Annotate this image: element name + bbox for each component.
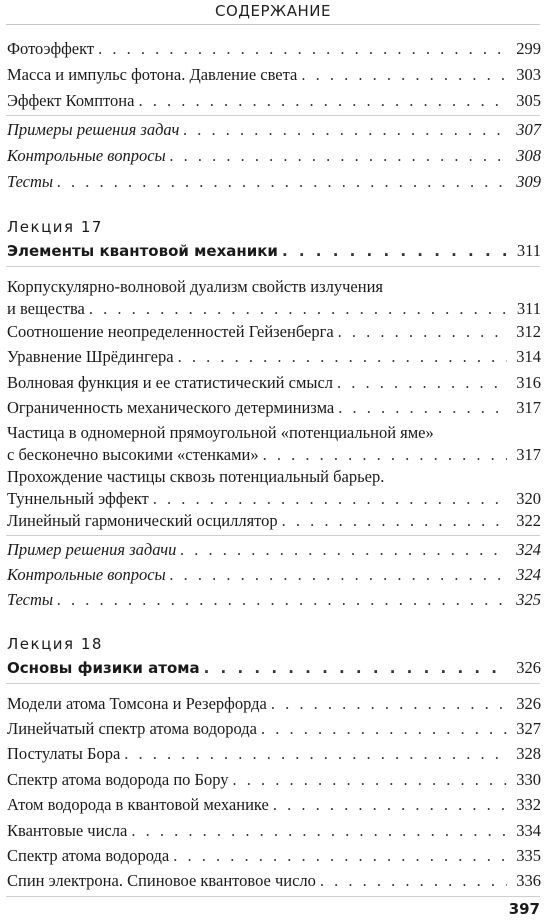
- page-ref: 335: [516, 846, 541, 865]
- divider: [6, 896, 540, 897]
- toc-entry-example[interactable]: Пример решения задачи . . . 324: [7, 539, 541, 561]
- toc-entry-bohr-postulates[interactable]: Постулаты Бора . . . 328: [7, 743, 541, 765]
- toc-entry-photon-mass[interactable]: Масса и импульс фотона. Давление света . . . 303: [7, 64, 541, 86]
- toc-entry-tests[interactable]: Тесты . . . 309: [7, 171, 541, 193]
- divider: [6, 683, 540, 684]
- page-ref: 307: [516, 120, 541, 139]
- toc-entry-quantum-numbers[interactable]: Квантовые числа . . . 334: [7, 820, 541, 842]
- page-ref: 305: [516, 91, 541, 110]
- toc-entry-heisenberg[interactable]: Соотношение неопределенностей Гейзенберга . . . 312: [7, 321, 541, 343]
- toc-entry-electron-spin[interactable]: Спин электрона. Спиновое квантовое число . . . 336: [7, 870, 541, 892]
- page-number: 397: [508, 900, 540, 918]
- toc-entry-oscillator[interactable]: Линейный гармонический осциллятор . . . 322: [7, 510, 541, 532]
- page-ref: 326: [516, 694, 541, 713]
- page-ref: 330: [516, 770, 541, 789]
- toc-entry-wave-particle[interactable]: Корпускулярно-волновой дуализм свойств излучения и вещества . . . 311: [7, 276, 541, 320]
- toc-chapter-lecture-17[interactable]: Элементы квантовой механики . . . 311: [7, 240, 541, 262]
- page-ref: 320: [516, 489, 541, 508]
- running-header: СОДЕРЖАНИЕ: [215, 2, 331, 20]
- toc-entry-line-spectrum[interactable]: Линейчатый спектр атома водорода . . . 327: [7, 718, 541, 740]
- page-ref: 327: [516, 719, 541, 738]
- toc-entry-examples[interactable]: Примеры решения задач . . . 307: [7, 119, 541, 141]
- toc-entry-tests-17[interactable]: Тесты . . . 325: [7, 589, 541, 611]
- page-ref: 311: [516, 241, 541, 260]
- page-ref: 334: [516, 821, 541, 840]
- divider: [6, 266, 540, 267]
- toc-entry-wave-function[interactable]: Волновая функция и ее статистический смысл . . . 316: [7, 372, 541, 394]
- page-ref: 328: [516, 744, 541, 763]
- toc-entry-schrodinger[interactable]: Уравнение Шрёдингера . . . 314: [7, 346, 541, 368]
- divider: [6, 115, 540, 116]
- toc-chapter-lecture-18[interactable]: Основы физики атома . . . 326: [7, 657, 541, 679]
- page-ref: 332: [516, 795, 541, 814]
- toc-entry-questions[interactable]: Контрольные вопросы . . . 308: [7, 145, 541, 167]
- page-ref: 326: [516, 658, 541, 677]
- lecture-17-label: Лекция 17: [7, 218, 103, 236]
- toc-entry-hydrogen-qm[interactable]: Атом водорода в квантовой механике . . . 332: [7, 794, 541, 816]
- page-ref: 308: [516, 146, 541, 165]
- page-ref: 299: [516, 39, 541, 58]
- page-ref: 316: [516, 373, 541, 392]
- page-ref: 314: [516, 347, 541, 366]
- toc-entry-questions-17[interactable]: Контрольные вопросы . . . 324: [7, 564, 541, 586]
- page-ref: 325: [516, 590, 541, 609]
- toc-entry-hydrogen-spectrum[interactable]: Спектр атома водорода . . . 335: [7, 845, 541, 867]
- page-ref: 303: [516, 65, 541, 84]
- page-ref: 317: [516, 398, 541, 417]
- toc-entry-potential-well[interactable]: Частица в одномерной прямоугольной «потенциальной яме» с бесконечно высокими «стенками» . . . 317: [7, 422, 541, 466]
- toc-entry-determinism[interactable]: Ограниченность механического детерминизма . . . 317: [7, 397, 541, 419]
- page-ref: 324: [516, 540, 541, 559]
- page-ref: 336: [516, 871, 541, 890]
- page-ref: 312: [516, 322, 541, 341]
- toc-entry-photoeffect[interactable]: Фотоэффект . . . 299: [7, 38, 541, 60]
- page-ref: 311: [516, 299, 541, 318]
- header-rule: [6, 24, 540, 25]
- page-ref: 324: [516, 565, 541, 584]
- divider: [6, 535, 540, 536]
- page-ref: 322: [516, 511, 541, 530]
- toc-entry-bohr-spectrum[interactable]: Спектр атома водорода по Бору . . . 330: [7, 769, 541, 791]
- lecture-18-label: Лекция 18: [7, 635, 103, 653]
- toc-entry-compton[interactable]: Эффект Комптона . . . 305: [7, 90, 541, 112]
- page-ref: 317: [516, 445, 541, 464]
- toc-entry-atom-models[interactable]: Модели атома Томсона и Резерфорда . . . 326: [7, 693, 541, 715]
- toc-entry-tunneling[interactable]: Прохождение частицы сквозь потенциальный барьер. Туннельный эффект . . . 320: [7, 466, 541, 510]
- page-ref: 309: [516, 172, 541, 191]
